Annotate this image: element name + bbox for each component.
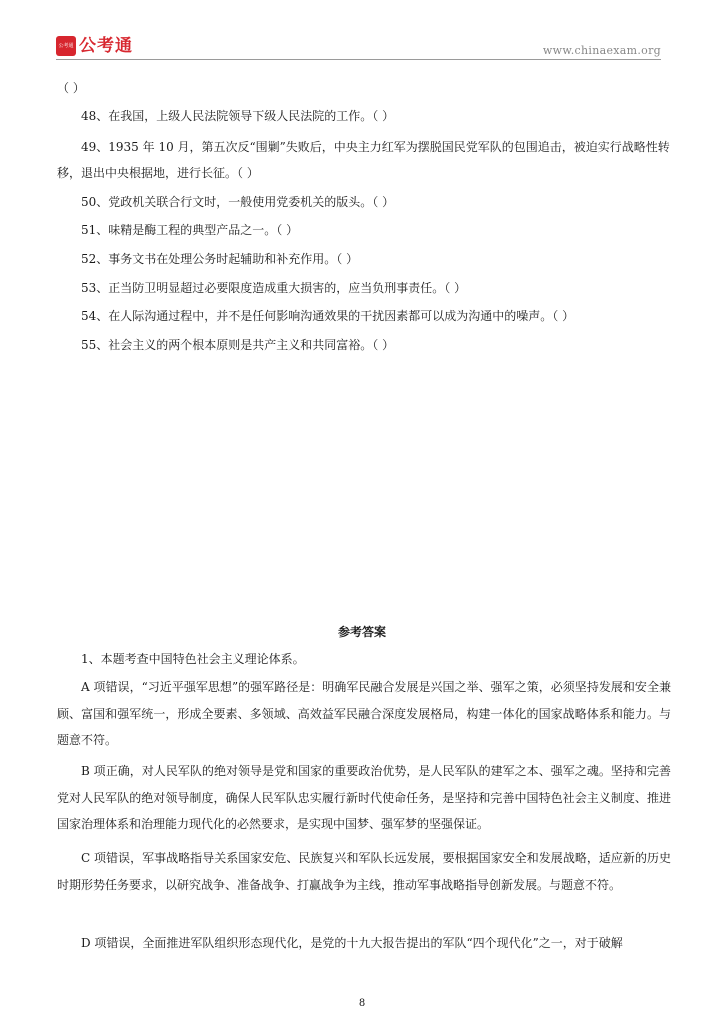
logo[interactable]	[56, 36, 133, 56]
question-48: 48、在我国，上级人民法院领导下级人民法院的工作。（ ）	[81, 109, 395, 123]
answer-1-option-b: B 项正确，对人民军队的绝对领导是党和国家的重要政治优势，是人民军队的建军之本、强军之魂。坚持和完善党对人民军队的绝对领导制度，确保人民军队忠实履行新时代使命任务，是坚持和完善中国特色社会主义制度、推进国家治理体系和治理能力现代化的必然要求，是实现中国梦、强军梦的坚强保证。	[57, 764, 671, 831]
question-47-tail: （ ）	[57, 81, 85, 95]
logo-badge: 公考通	[56, 36, 76, 56]
answer-1-option-a: A 项错误，“习近平强军思想”的强军路径是：明确军民融合发展是兴国之举、强军之策，必须坚持发展和安全兼顾、富国和强军统一，形成全要素、多领域、高效益军民融合深度发展格局，构建一体化的国家战略体系和能力。与题意不符。	[57, 680, 671, 747]
question-50: 50、党政机关联合行文时，一般使用党委机关的版头。（ ）	[81, 195, 395, 209]
page-number: 8	[358, 998, 366, 1009]
page-header	[0, 0, 724, 64]
answer-1-option-d: D 项错误，全面推进军队组织形态现代化，是党的十九大报告提出的军队“四个现代化”之一，对于破解	[81, 936, 623, 950]
answer-1-option-c: C 项错误，军事战略指导关系国家安危、民族复兴和军队长远发展，要根据国家安全和发展战略，适应新的历史时期形势任务要求，以研究战争、准备战争、打赢战争为主线，推动军事战略指导创新发展。与题意不符。	[57, 851, 671, 892]
question-49: 49、1935 年 10 月，第五次反“围剿”失败后，中央主力红军为摆脱国民党军队的包围追击，被迫实行战略性转移，退出中央根据地，进行长征。（ ）	[57, 140, 670, 180]
question-51: 51、味精是酶工程的典型产品之一。（ ）	[81, 223, 299, 237]
logo-text: 公考通	[79, 36, 133, 56]
header-divider	[56, 59, 661, 60]
answer-1-intro: 1、本题考查中国特色社会主义理论体系。	[81, 652, 305, 666]
question-53: 53、正当防卫明显超过必要限度造成重大损害的，应当负刑事责任。（ ）	[81, 281, 467, 295]
question-55: 55、社会主义的两个根本原则是共产主义和共同富裕。（ ）	[81, 338, 395, 352]
site-url[interactable]: www.chinaexam.org	[542, 44, 661, 57]
answers-title: 参考答案	[337, 625, 386, 639]
question-54: 54、在人际沟通过程中，并不是任何影响沟通效果的干扰因素都可以成为沟通中的噪声。（ ）	[81, 309, 575, 323]
question-52: 52、事务文书在处理公务时起辅助和补充作用。（ ）	[81, 252, 359, 266]
